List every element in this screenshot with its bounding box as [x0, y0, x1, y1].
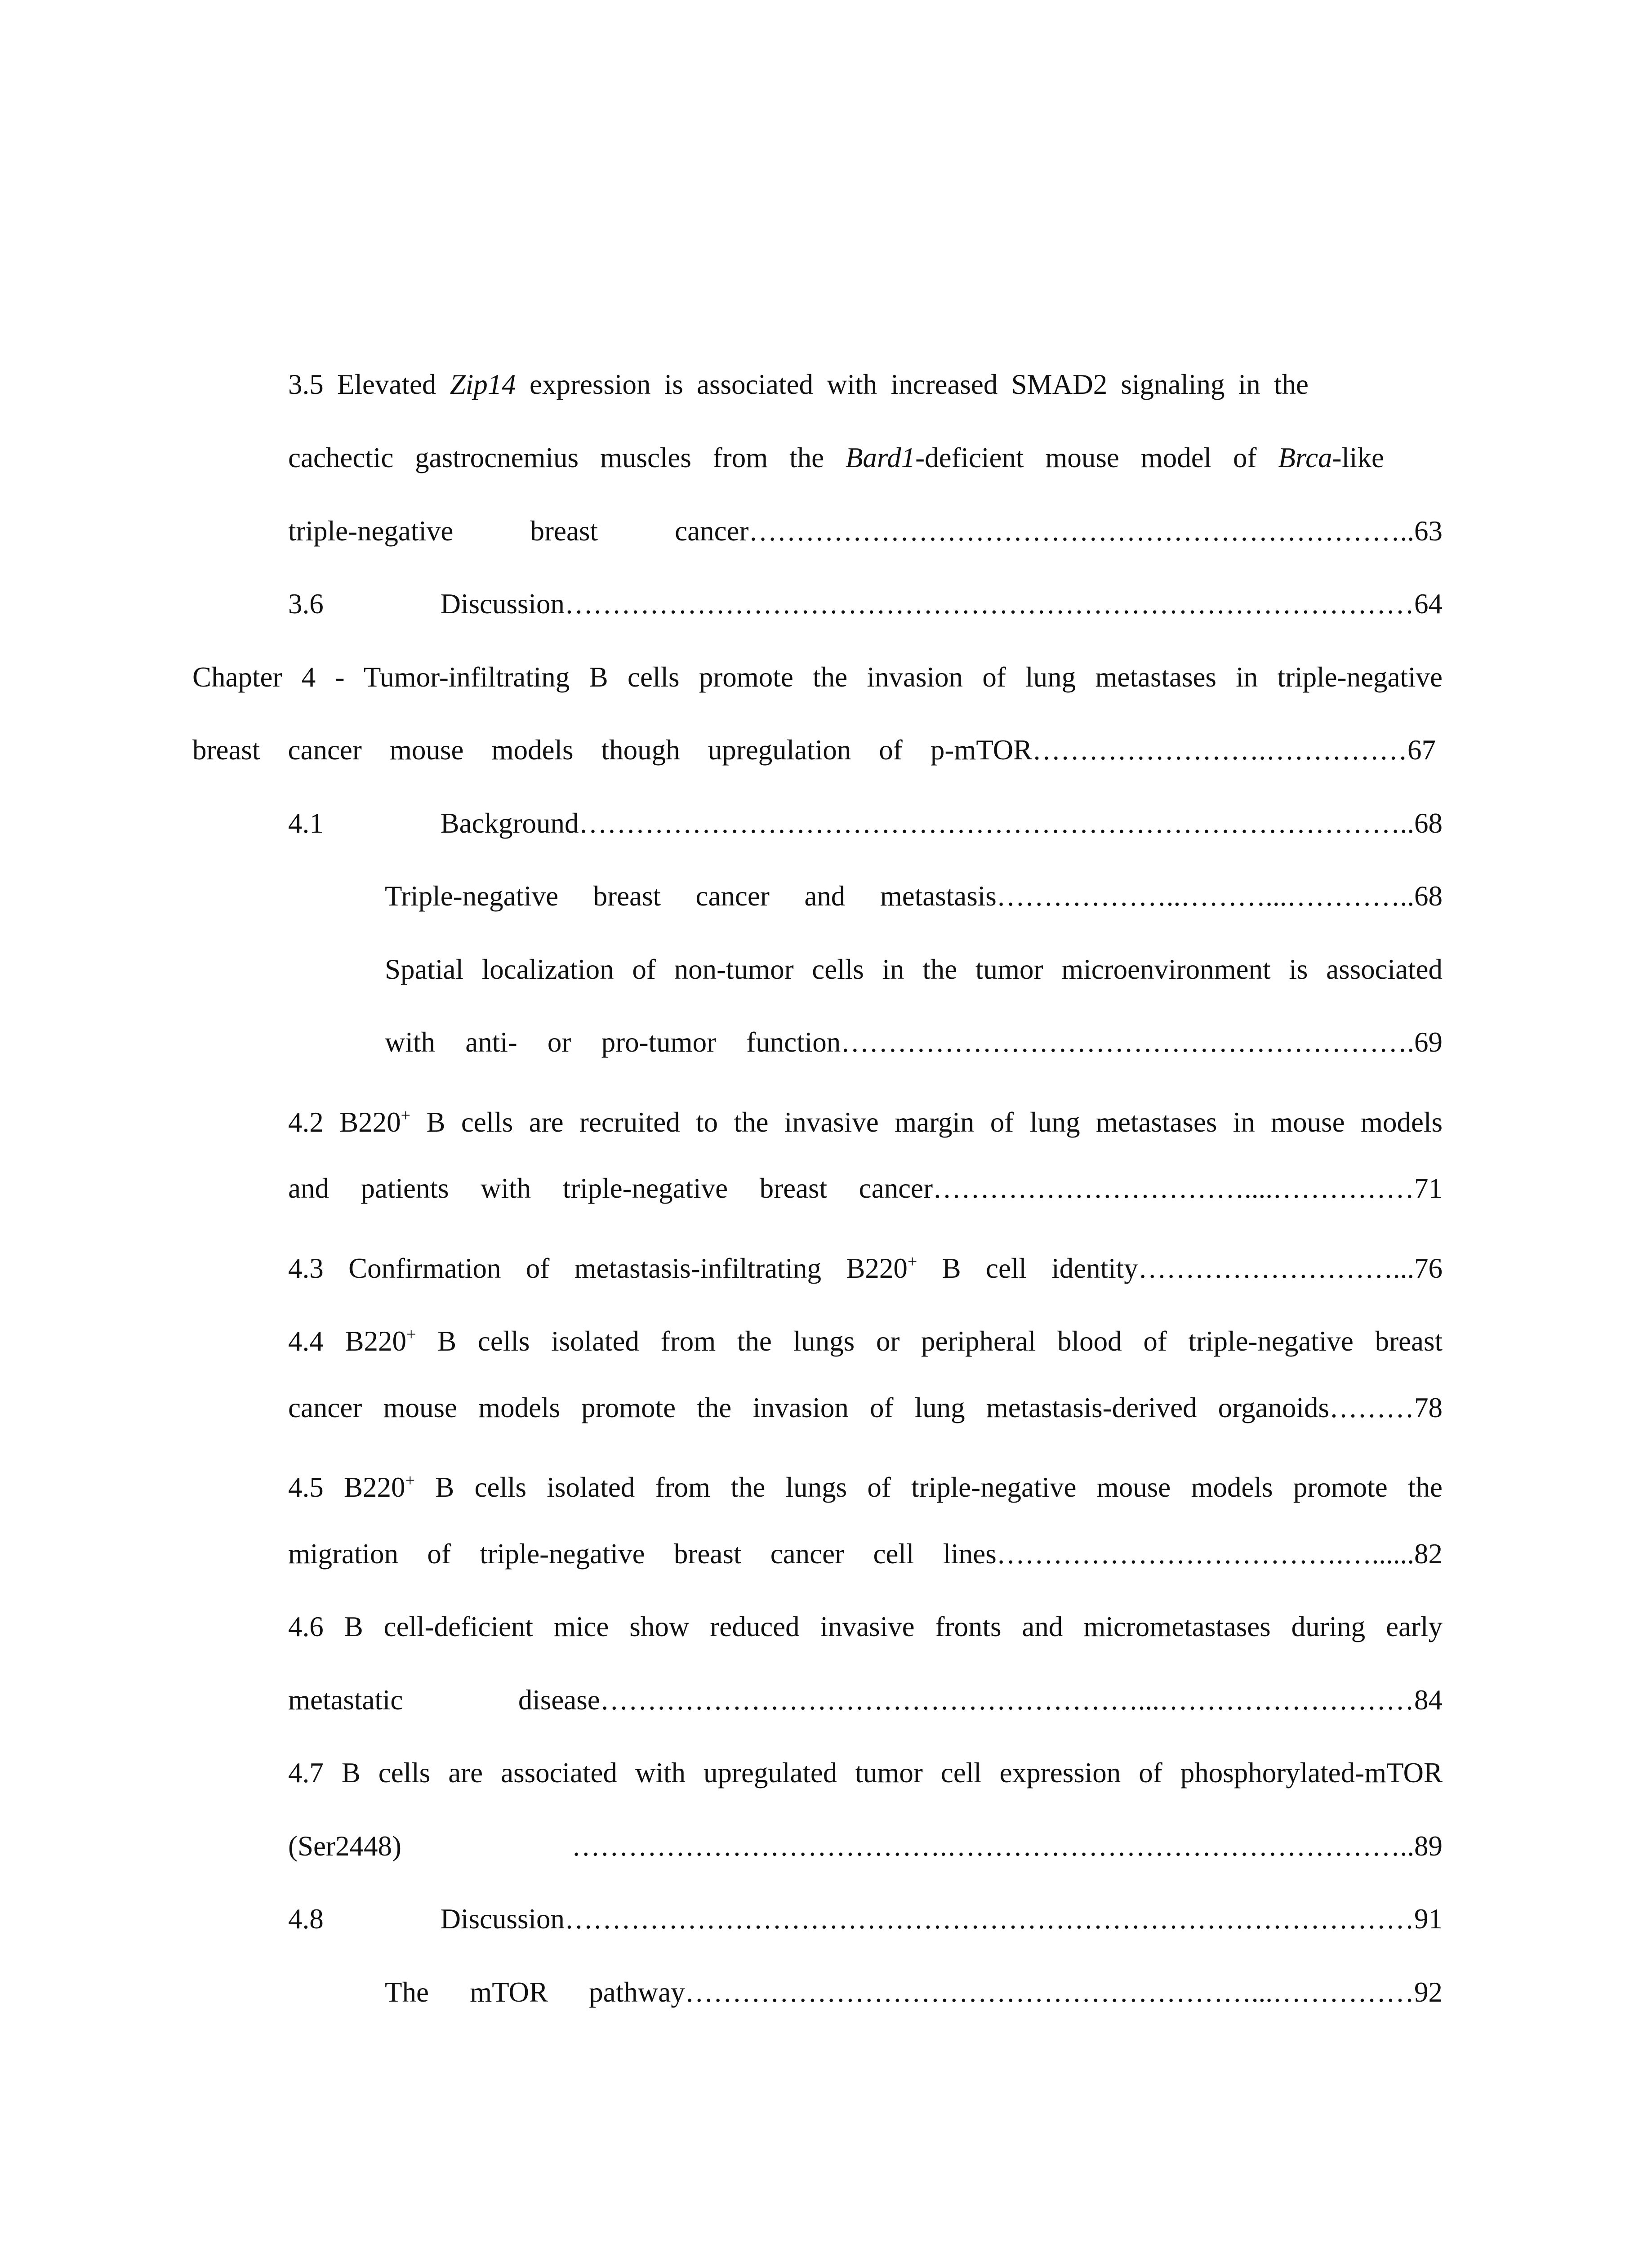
toc-entry-4-5-line-1: 4.5 B220+ B cells isolated from the lungs of triple-negative mouse models promote the — [288, 1471, 1443, 1503]
toc-entry-4-5-line-2: migration of triple-negative breast cancer cell lines……………………………….…......82 — [288, 1538, 1443, 1570]
toc-entry-4-6-line-1: 4.6 B cell-deficient mice show reduced invasive fronts and micrometastases during early — [288, 1611, 1443, 1642]
toc-entry-3-5-line-3: triple-negative breast cancer……………………………………………………………..63 — [288, 515, 1443, 547]
toc-entry-4-8-sub-1: The mTOR pathway……………………………………………………...……………92 — [385, 1976, 1443, 2008]
toc-entry-3-6: 3.6 Discussion………………………………………………………………………………64 — [288, 588, 1443, 620]
toc-entry-4-6-line-2: metastatic disease…………………………………………………...………………………84 — [288, 1684, 1443, 1716]
toc-entry-4-1-sub-1: Triple-negative breast cancer and metastasis………………..………...…………..68 — [385, 880, 1443, 912]
toc-entry-4-2-line-2: and patients with triple-negative breast cancer……………………………....……………71 — [288, 1173, 1443, 1204]
toc-entry-4-1: 4.1 Background……………………………………………………………………………..68 — [288, 807, 1443, 839]
toc-entry-3-5-line-1: 3.5 Elevated Zip14 expression is associated with increased SMAD2 signaling in the — [288, 369, 1309, 400]
toc-entry-4-4-line-1: 4.4 B220+ B cells isolated from the lungs or peripheral blood of triple-negative breast — [288, 1325, 1443, 1357]
toc-entry-4-7-line-2: (Ser2448) ………………………………….…………………………………………..89 — [288, 1830, 1443, 1862]
toc-entry-4-1-sub-2-line-2: with anti- or pro-tumor function…………………………………………………….69 — [385, 1026, 1443, 1058]
toc-entry-4-3: 4.3 Confirmation of metastasis-infiltrating B220+ B cell identity………………………...76 — [288, 1252, 1443, 1284]
toc-entry-4-1-sub-2-line-1: Spatial localization of non-tumor cells in the tumor microenvironment is associated — [385, 954, 1443, 985]
toc-chapter-4-line-1: Chapter 4 - Tumor-infiltrating B cells promote the invasion of lung metastases in triple-negative — [192, 661, 1443, 693]
toc-entry-4-7-line-1: 4.7 B cells are associated with upregulated tumor cell expression of phosphorylated-mTOR — [288, 1757, 1443, 1789]
toc-entry-4-2-line-1: 4.2 B220+ B cells are recruited to the invasive margin of lung metastases in mouse models — [288, 1106, 1443, 1138]
toc-entry-3-5-line-2: cachectic gastrocnemius muscles from the Bard1-deficient mouse model of Brca-like — [288, 442, 1384, 473]
toc-entry-4-8: 4.8 Discussion………………………………………………………………………………91 — [288, 1903, 1443, 1935]
toc-entry-4-4-line-2: cancer mouse models promote the invasion of lung metastasis-derived organoids………78 — [288, 1392, 1443, 1423]
toc-chapter-4-line-2: breast cancer mouse models though upregulation of p-mTOR…………………….……………67 — [192, 734, 1436, 766]
